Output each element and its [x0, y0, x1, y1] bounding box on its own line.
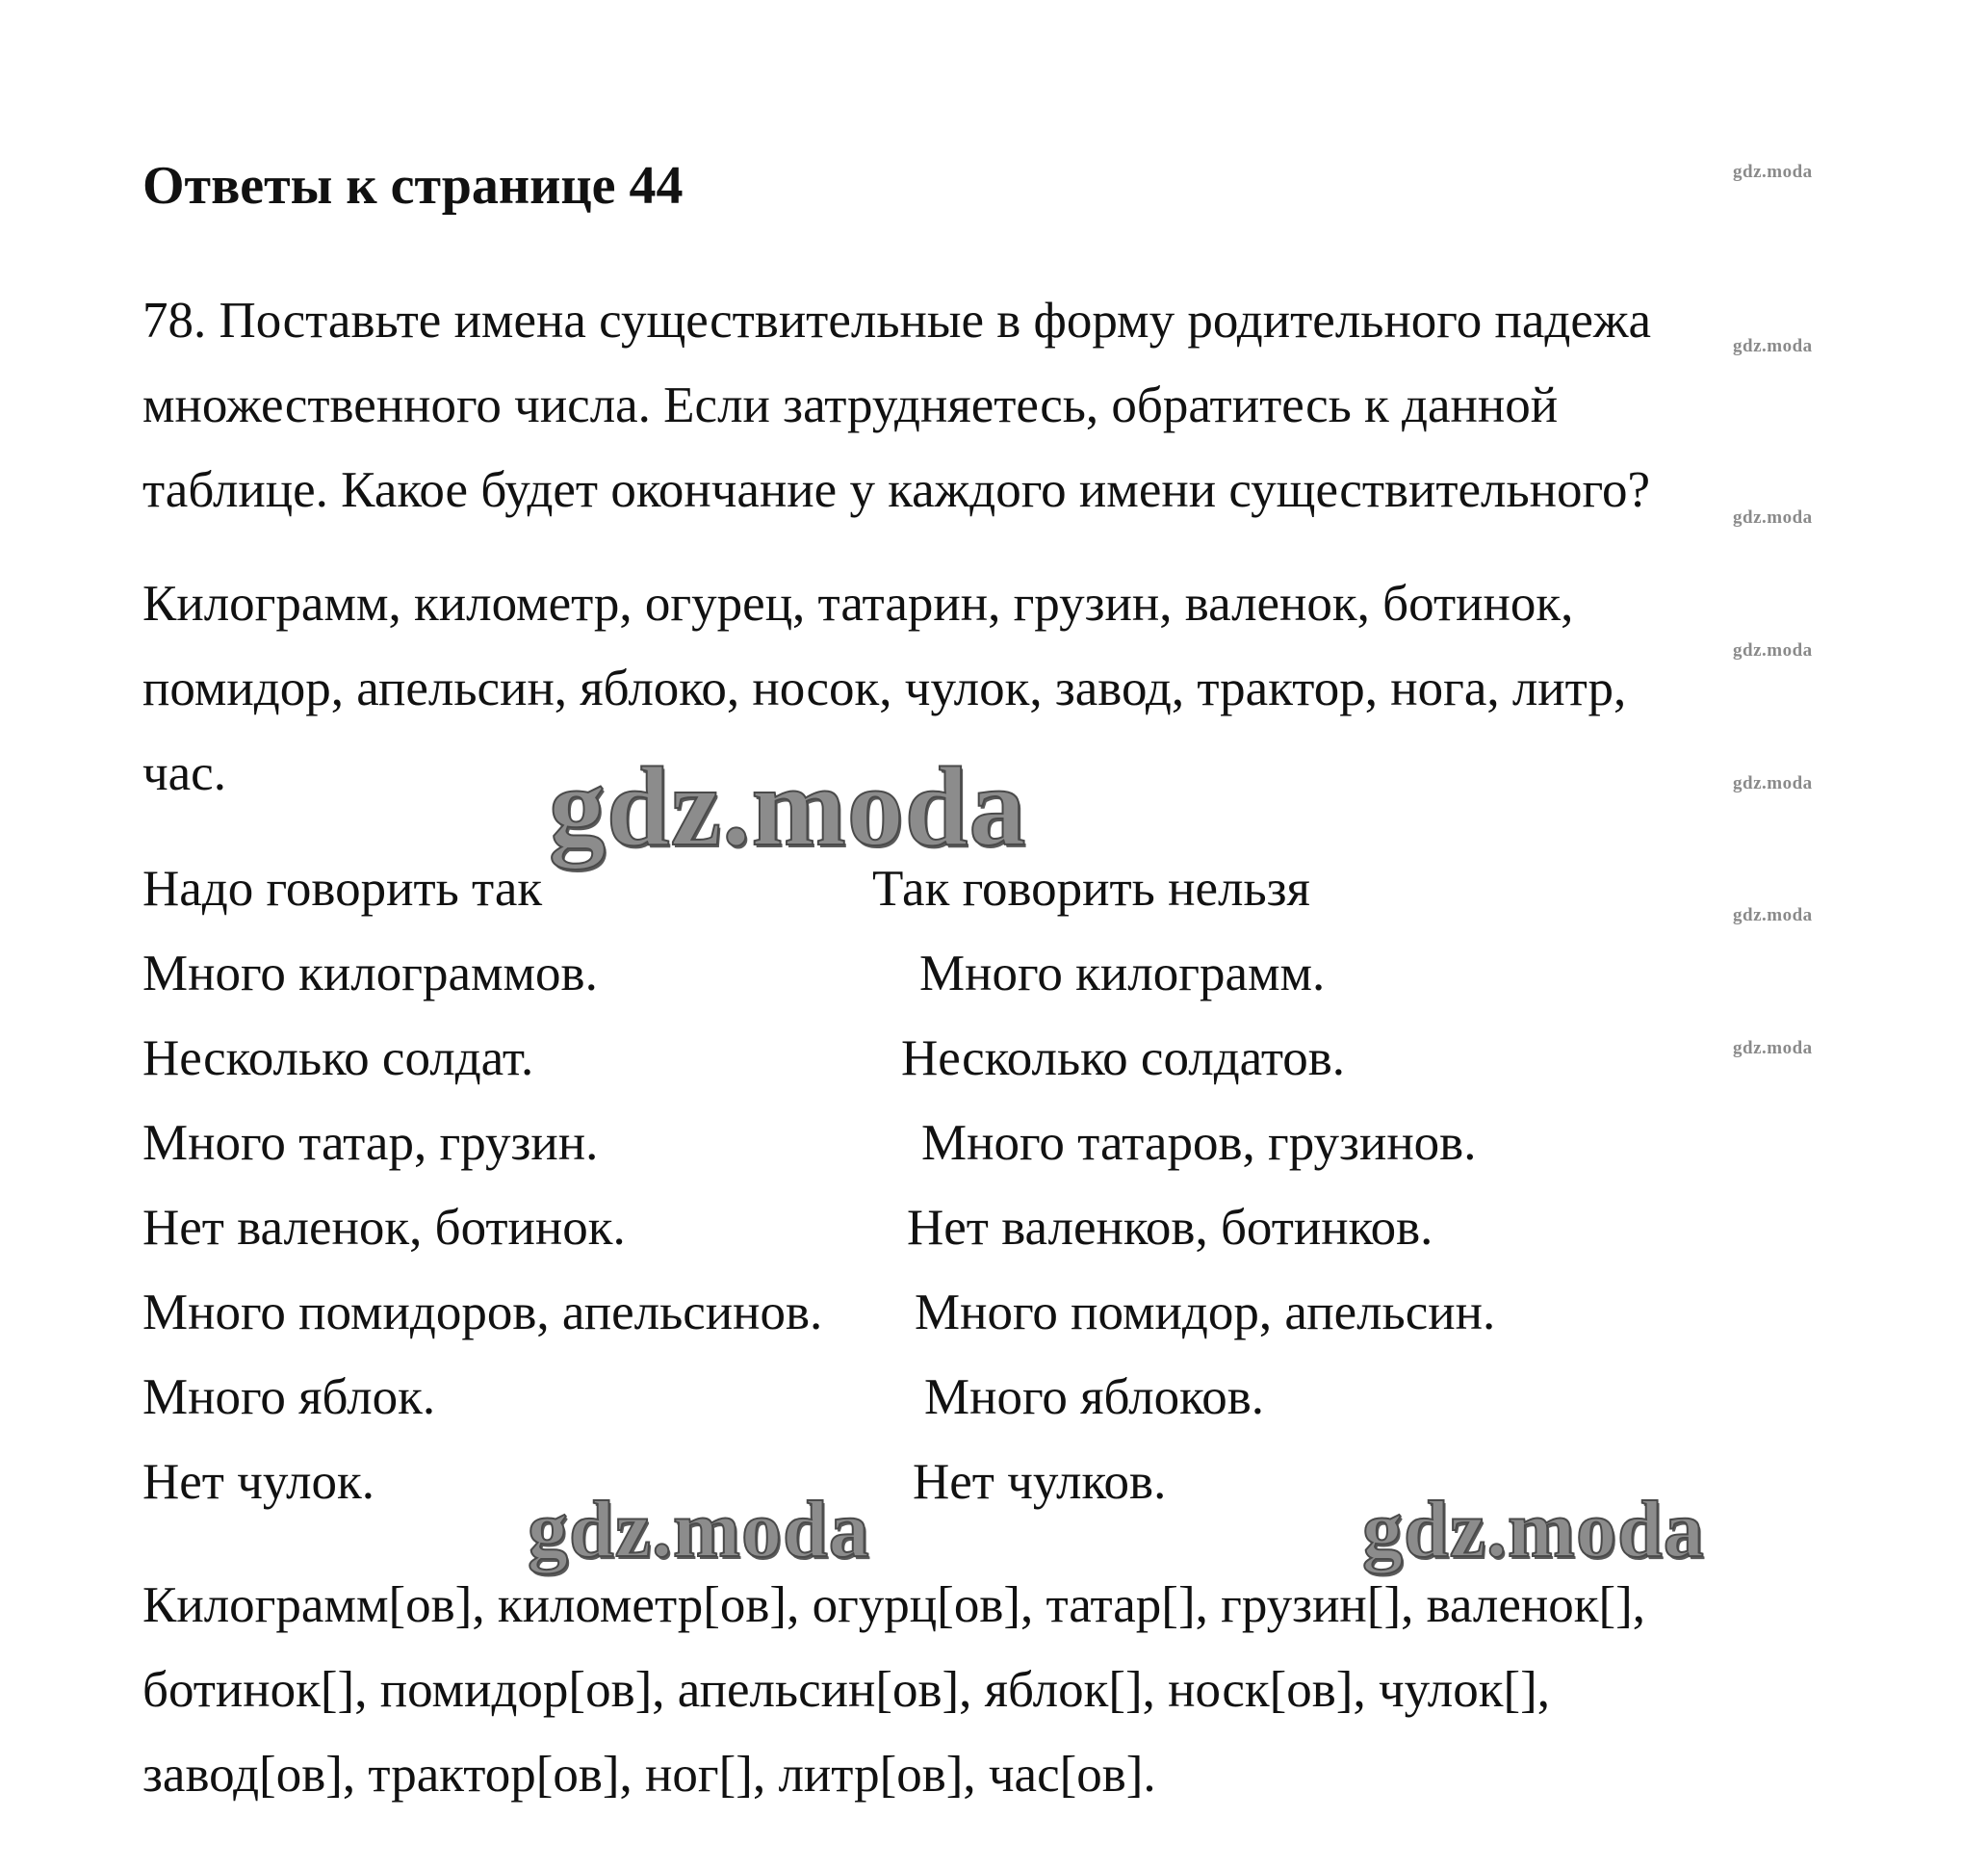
task-line: 78. Поставьте имена существительные в форму родительного падежа — [142, 293, 1651, 349]
table-row-left: Несколько солдат. — [142, 1030, 534, 1086]
table-header-right: Так говорить нельзя — [872, 861, 1310, 917]
watermark-small: gdz.moda — [1733, 507, 1813, 528]
word-list-line: час. — [142, 745, 226, 801]
watermark-small: gdz.moda — [1733, 773, 1813, 793]
table-row-left: Много помидоров, апельсинов. — [142, 1285, 823, 1340]
table-row-right: Много яблоков. — [924, 1369, 1264, 1425]
table-row-left: Нет чулок. — [142, 1454, 374, 1510]
watermark-small: gdz.moda — [1733, 640, 1813, 661]
answer-line: ботинок[], помидор[ов], апельсин[ов], яблок[], носк[ов], чулок[], — [142, 1662, 1551, 1718]
table-row-right: Нет валенков, ботинков. — [907, 1200, 1433, 1256]
table-row-right: Много помидор, апельсин. — [915, 1285, 1496, 1340]
watermark-large: gdz.moda — [1362, 1485, 1705, 1574]
word-list-line: помидор, апельсин, яблоко, носок, чулок, завод, трактор, нога, литр, — [142, 661, 1627, 716]
table-row-right: Много килограмм. — [919, 946, 1326, 1001]
answer-line: завод[ов], трактор[ов], ног[], литр[ов], час[ов]. — [142, 1747, 1156, 1803]
table-row-left: Много татар, грузин. — [142, 1115, 599, 1171]
watermark-small: gdz.moda — [1733, 162, 1813, 182]
table-row-left: Много яблок. — [142, 1369, 436, 1425]
watermark-small: gdz.moda — [1733, 1038, 1813, 1058]
table-row-left: Нет валенок, ботинок. — [142, 1200, 626, 1256]
table-header-left: Надо говорить так — [142, 861, 543, 917]
watermark-small: gdz.moda — [1733, 336, 1813, 356]
task-line: множественного числа. Если затрудняетесь, обратитесь к данной — [142, 377, 1559, 433]
word-list-line: Килограмм, километр, огурец, татарин, грузин, валенок, ботинок, — [142, 576, 1574, 632]
table-row-right: Нет чулков. — [913, 1454, 1167, 1510]
page-title: Ответы к странице 44 — [142, 156, 684, 216]
table-row-right: Много татаров, грузинов. — [921, 1115, 1477, 1171]
watermark-large: gdz.moda — [528, 1485, 870, 1574]
task-line: таблице. Какое будет окончание у каждого имени существительного? — [142, 462, 1650, 518]
table-row-left: Много килограммов. — [142, 946, 598, 1001]
watermark-large: gdz.moda — [549, 743, 1027, 870]
watermark-small: gdz.moda — [1733, 905, 1813, 925]
table-row-right: Несколько солдатов. — [901, 1030, 1346, 1086]
answer-line: Килограмм[ов], километр[ов], огурц[ов], татар[], грузин[], валенок[], — [142, 1577, 1646, 1633]
